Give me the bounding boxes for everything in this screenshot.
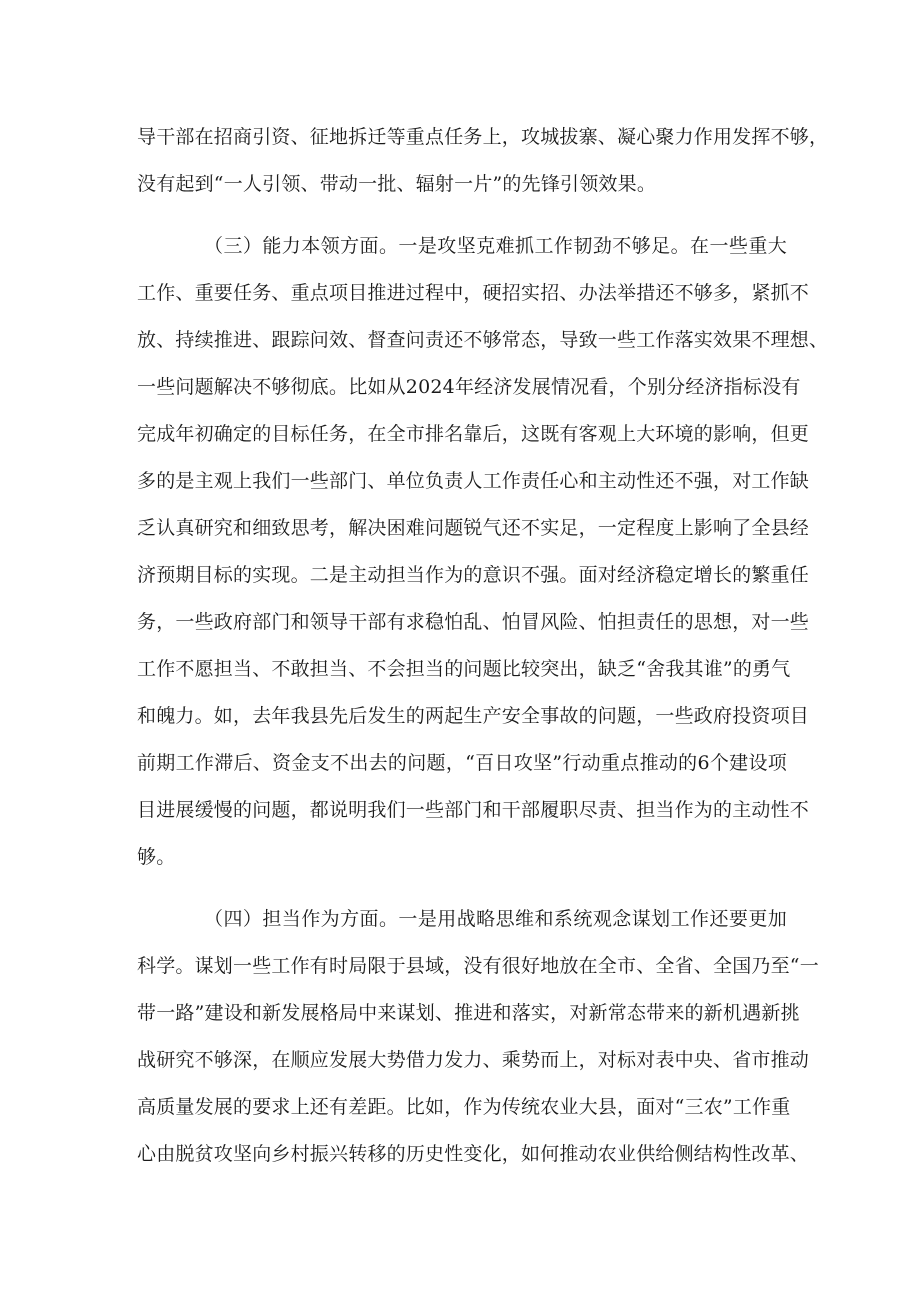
text-line: 够。 (137, 846, 176, 868)
text-line: 完成年初确定的目标任务，在全市排名靠后，这既有客观上大环境的影响，但更 (137, 423, 810, 445)
text-line: 科学。谋划一些工作有时局限于县域，没有很好地放在全市、全省、全国乃至“一 (137, 955, 819, 977)
section-heading-line: （三）能力本领方面。一是攻坚克难抓工作韧劲不够足。在一些重大 (204, 235, 787, 257)
text-line: 导干部在招商引资、征地拆迁等重点任务上，攻城拔寨、凝心聚力作用发挥不够， (137, 126, 829, 148)
text-line: 没有起到“一人引领、带动一批、辐射一片”的先锋引领效果。 (137, 173, 657, 195)
text-line: 乏认真研究和细致思考，解决困难问题锐气还不实足，一定程度上影响了全县经 (137, 517, 810, 539)
text-line: 高质量发展的要求上还有差距。比如，作为传统农业大县，面对“三农”工作重 (137, 1096, 791, 1118)
section-heading-line: （四）担当作为方面。一是用战略思维和系统观念谋划工作还要更加 (204, 908, 787, 930)
text-line: 心由脱贫攻坚向乡村振兴转移的历史性变化，如何推动农业供给侧结构性改革、 (137, 1143, 810, 1165)
text-line: 目进展缓慢的问题，都说明我们一些部门和干部履职尽责、担当作为的主动性不 (137, 799, 810, 821)
text-line: 工作不愿担当、不敢担当、不会担当的问题比较突出，缺乏“舍我其谁”的勇气 (137, 658, 791, 680)
text-line: 一些问题解决不够彻底。比如从2024年经济发展情况看，个别分经济指标没有 (137, 376, 801, 398)
text-line: 和魄力。如，去年我县先后发生的两起生产安全事故的问题，一些政府投资项目 (137, 705, 810, 727)
text-line: 多的是主观上我们一些部门、单位负责人工作责任心和主动性还不强，对工作缺 (137, 470, 810, 492)
text-line: 济预期目标的实现。二是主动担当作为的意识不强。面对经济稳定增长的繁重任 (137, 564, 810, 586)
text-line: 放、持续推进、跟踪问效、督查问责还不够常态，导致一些工作落实效果不理想、 (137, 329, 829, 351)
text-line: 工作、重要任务、重点项目推进过程中，硬招实招、办法举措还不够多，紧抓不 (137, 282, 810, 304)
text-line: 前期工作滞后、资金支不出去的问题，“百日攻坚”行动重点推动的6个建设项 (137, 752, 787, 774)
text-line: 务，一些政府部门和领导干部有求稳怕乱、怕冒风险、怕担责任的思想，对一些 (137, 611, 810, 633)
text-line: 带一路”建设和新发展格局中来谋划、推进和落实，对新常态带来的新机遇新挑 (137, 1002, 800, 1024)
text-line: 战研究不够深，在顺应发展大势借力发力、乘势而上，对标对表中央、省市推动 (137, 1049, 810, 1071)
